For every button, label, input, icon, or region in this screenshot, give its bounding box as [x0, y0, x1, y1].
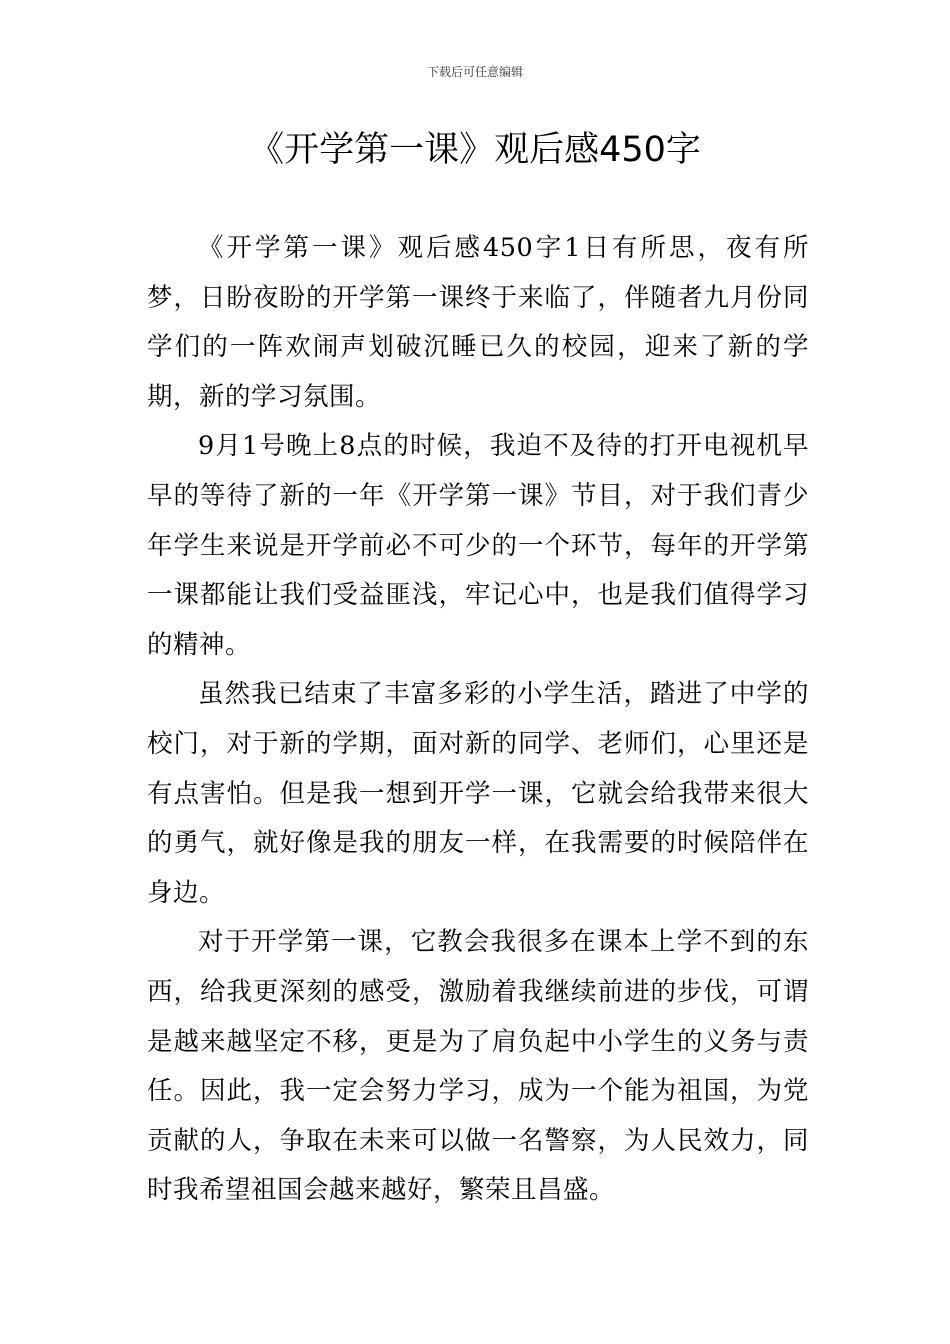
page-title: 《开学第一课》观后感450字: [249, 130, 701, 170]
document-body: [147, 224, 809, 1216]
paragraph: 9月1号晚上8点的时候，我迫不及待的打开电视机早早的等待了新的一年《开学第一课》节目，对于我们青少年学生来说是开学前必不可少的一个环节，每年的开学第一课都能让我们受益匪浅，牢记心中，也是我们值得学习的精神。: [147, 431, 809, 660]
paragraph: 对于开学第一课，它教会我很多在课本上学不到的东西，给我更深刻的感受，激励着我继续前进的步伐，可谓是越来越坚定不移，更是为了肩负起中小学生的义务与责任。因此，我一定会努力学习，成为一个能为祖国，为党贡献的人，争取在未来可以做一名警察，为人民效力，同时我希望祖国会越来越好，繁荣且昌盛。: [147, 927, 809, 1206]
header-note: 下载后可任意编辑: [426, 65, 523, 79]
paragraph: 虽然我已结束了丰富多彩的小学生活，踏进了中学的校门，对于新的学期，面对新的同学、老师们，心里还是有点害怕。但是我一想到开学一课，它就会给我带来很大的勇气，就好像是我的朋友一样，在我需要的时候陪伴在身边。: [147, 679, 809, 908]
paragraph: 《开学第一课》观后感450字1日有所思，夜有所梦，日盼夜盼的开学第一课终于来临了，伴随者九月份同学们的一阵欢闹声划破沉睡已久的校园，迎来了新的学期，新的学习氛围。: [147, 233, 809, 412]
